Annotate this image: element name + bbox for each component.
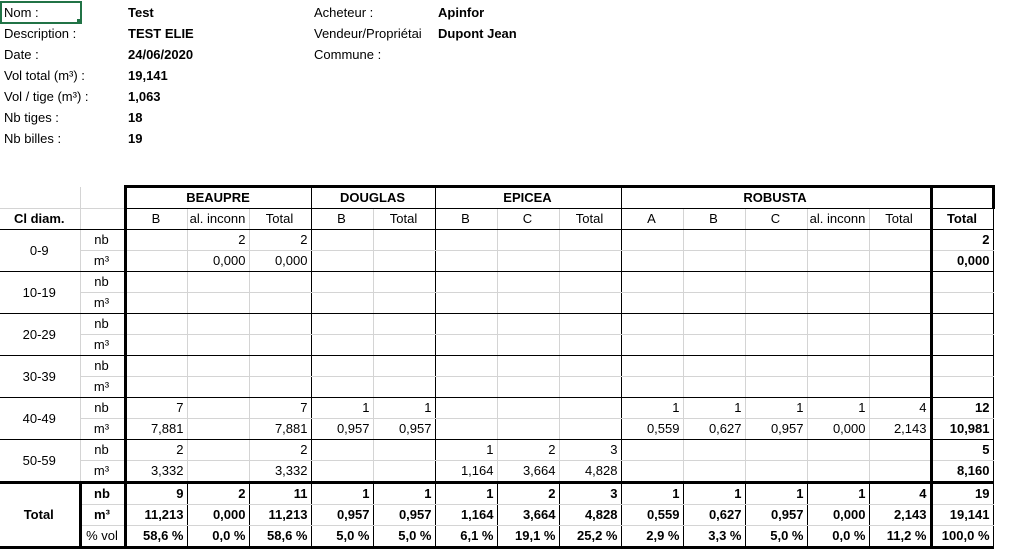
table-cell[interactable] [373, 230, 435, 251]
table-cell[interactable] [559, 377, 621, 398]
table-cell[interactable] [373, 440, 435, 461]
table-cell[interactable] [931, 377, 993, 398]
unit-label-nb[interactable]: nb [80, 356, 125, 377]
table-cell[interactable] [311, 356, 373, 377]
table-cell[interactable] [559, 251, 621, 272]
vol-total-label[interactable]: Vol total (m³) : [4, 68, 85, 83]
total-cell[interactable]: 58,6 % [125, 526, 187, 548]
table-cell[interactable] [559, 314, 621, 335]
table-cell[interactable] [621, 356, 683, 377]
table-cell[interactable] [125, 293, 187, 314]
unit-label-nb[interactable]: nb [80, 272, 125, 293]
subheader-5[interactable]: B [435, 209, 497, 230]
table-cell[interactable] [497, 335, 559, 356]
table-cell[interactable]: 1 [683, 398, 745, 419]
totals-row [0, 505, 993, 526]
table-cell[interactable]: 1,164 [435, 461, 497, 483]
subheader-8[interactable]: A [621, 209, 683, 230]
table-cell[interactable] [807, 440, 869, 461]
table-cell[interactable]: 1 [807, 398, 869, 419]
totals-row [0, 483, 993, 505]
table-cell[interactable] [125, 377, 187, 398]
acheteur-label[interactable]: Acheteur : [314, 5, 374, 20]
table-cell[interactable] [311, 377, 373, 398]
table-cell[interactable] [435, 314, 497, 335]
table-cell[interactable] [683, 251, 745, 272]
total-cell[interactable]: 11 [249, 483, 311, 505]
table-cell[interactable] [435, 293, 497, 314]
table-cell[interactable] [249, 293, 311, 314]
species-header-epicea[interactable]: EPICEA [435, 187, 621, 209]
unit-header-blank[interactable] [80, 209, 125, 230]
nb-tiges-label[interactable]: Nb tiges : [4, 110, 59, 125]
table-cell[interactable] [869, 356, 931, 377]
table-cell[interactable]: 1 [621, 398, 683, 419]
unit-label-nb[interactable]: nb [80, 230, 125, 251]
table-cell[interactable] [807, 293, 869, 314]
total-cell[interactable]: 3 [559, 483, 621, 505]
vol-tige-label[interactable]: Vol / tige (m³) : [4, 89, 89, 104]
table-cell[interactable] [435, 230, 497, 251]
table-cell[interactable] [745, 377, 807, 398]
table-cell[interactable] [621, 377, 683, 398]
species-header-douglas[interactable]: DOUGLAS [311, 187, 435, 209]
table-cell[interactable]: 2 [249, 440, 311, 461]
table-cell[interactable] [311, 293, 373, 314]
total-cell[interactable]: 0,0 % [187, 526, 249, 548]
total-cell[interactable]: 4 [869, 483, 931, 505]
table-cell[interactable] [187, 335, 249, 356]
table-cell[interactable] [373, 335, 435, 356]
total-cell[interactable]: 1 [373, 483, 435, 505]
table-cell[interactable]: 8,160 [931, 461, 993, 483]
total-cell[interactable]: 11,213 [249, 505, 311, 526]
total-cell[interactable]: 0,000 [187, 505, 249, 526]
table-cell[interactable]: 2 [187, 230, 249, 251]
total-cell[interactable]: 5,0 % [745, 526, 807, 548]
total-cell[interactable]: 25,2 % [559, 526, 621, 548]
subheader-1[interactable]: al. inconn [187, 209, 249, 230]
total-cell[interactable]: 9 [125, 483, 187, 505]
table-cell[interactable]: 1 [311, 398, 373, 419]
table-cell[interactable] [869, 230, 931, 251]
vendeur-label[interactable]: Vendeur/Propriétai [314, 26, 422, 41]
table-cell[interactable]: 7,881 [125, 419, 187, 440]
table-cell[interactable]: 0,627 [683, 419, 745, 440]
table-cell[interactable] [373, 377, 435, 398]
blank-cell[interactable] [0, 187, 80, 209]
table-cell[interactable] [435, 377, 497, 398]
table-cell[interactable] [435, 398, 497, 419]
subheader-0[interactable]: B [125, 209, 187, 230]
table-cell[interactable] [187, 398, 249, 419]
table-cell[interactable] [559, 230, 621, 251]
description-value[interactable]: TEST ELIE [128, 26, 194, 41]
table-cell[interactable] [311, 272, 373, 293]
table-row [0, 356, 993, 377]
table-cell[interactable] [125, 335, 187, 356]
table-cell[interactable] [745, 461, 807, 483]
table-cell[interactable] [125, 356, 187, 377]
unit-label-nb[interactable]: nb [80, 440, 125, 461]
table-cell[interactable] [683, 272, 745, 293]
table-cell[interactable]: 0,957 [311, 419, 373, 440]
table-cell[interactable] [311, 335, 373, 356]
cl-diam-header[interactable]: Cl diam. [0, 209, 80, 230]
table-cell[interactable] [807, 356, 869, 377]
total-cell[interactable]: 1 [745, 483, 807, 505]
table-cell[interactable] [869, 461, 931, 483]
table-cell[interactable] [807, 272, 869, 293]
table-row [0, 251, 993, 272]
table-row [0, 440, 993, 461]
total-cell[interactable]: 11,213 [125, 505, 187, 526]
total-cell[interactable]: 1 [311, 483, 373, 505]
diam-class-label[interactable]: 50-59 [0, 440, 80, 483]
table-cell[interactable] [869, 335, 931, 356]
total-cell[interactable]: 19,1 % [497, 526, 559, 548]
nb-billes-label[interactable]: Nb billes : [4, 131, 62, 146]
table-cell[interactable]: 2 [497, 440, 559, 461]
table-cell[interactable] [373, 314, 435, 335]
table-cell[interactable] [187, 419, 249, 440]
table-cell[interactable]: 7 [125, 398, 187, 419]
table-cell[interactable]: 0,957 [745, 419, 807, 440]
table-cell[interactable] [745, 272, 807, 293]
table-cell[interactable]: 1 [373, 398, 435, 419]
table-cell[interactable] [745, 251, 807, 272]
table-row [0, 335, 993, 356]
unit-label-m3[interactable]: m³ [80, 377, 125, 398]
table-cell[interactable]: 1 [745, 398, 807, 419]
total-cell[interactable]: 2,9 % [621, 526, 683, 548]
table-cell[interactable] [497, 356, 559, 377]
table-cell[interactable] [683, 440, 745, 461]
acheteur-value[interactable]: Apinfor [438, 5, 485, 20]
table-cell[interactable]: 12 [931, 398, 993, 419]
table-cell[interactable] [435, 356, 497, 377]
table-cell[interactable]: 0,559 [621, 419, 683, 440]
table-cell[interactable] [497, 398, 559, 419]
table-cell[interactable] [621, 314, 683, 335]
table-cell[interactable] [187, 461, 249, 483]
table-cell[interactable] [311, 314, 373, 335]
table-cell[interactable] [559, 356, 621, 377]
table-cell[interactable]: 4 [869, 398, 931, 419]
table-cell[interactable] [497, 230, 559, 251]
table-cell[interactable] [807, 377, 869, 398]
table-cell[interactable] [745, 356, 807, 377]
table-cell[interactable] [621, 272, 683, 293]
table-cell[interactable] [621, 461, 683, 483]
subheader-13[interactable]: Total [931, 209, 993, 230]
total-cell[interactable]: 1 [621, 483, 683, 505]
unit-label-m3[interactable]: m³ [80, 335, 125, 356]
subheader-12[interactable]: Total [869, 209, 931, 230]
table-cell[interactable]: 4,828 [559, 461, 621, 483]
total-cell[interactable]: 1,164 [435, 505, 497, 526]
table-cell[interactable]: 10,981 [931, 419, 993, 440]
table-cell[interactable]: 2,143 [869, 419, 931, 440]
table-cell[interactable] [559, 293, 621, 314]
table-cell[interactable]: 7 [249, 398, 311, 419]
table-cell[interactable] [559, 398, 621, 419]
table-cell[interactable]: 7,881 [249, 419, 311, 440]
subheader-row [0, 209, 993, 230]
table-cell[interactable] [869, 251, 931, 272]
table-cell[interactable] [373, 272, 435, 293]
subheader-7[interactable]: Total [559, 209, 621, 230]
table-cell[interactable] [807, 251, 869, 272]
totals-unit-pvol[interactable]: % vol [80, 526, 125, 548]
table-cell[interactable] [683, 314, 745, 335]
totals-unit-nb[interactable]: nb [80, 483, 125, 505]
table-cell[interactable]: 2 [125, 440, 187, 461]
subheader-3[interactable]: B [311, 209, 373, 230]
total-cell[interactable]: 11,2 % [869, 526, 931, 548]
table-cell[interactable] [869, 314, 931, 335]
table-cell[interactable] [311, 461, 373, 483]
table-cell[interactable] [931, 335, 993, 356]
table-cell[interactable] [435, 335, 497, 356]
total-cell[interactable]: 0,957 [373, 505, 435, 526]
unit-label-nb[interactable]: nb [80, 398, 125, 419]
table-cell[interactable] [931, 272, 993, 293]
volume-table [0, 185, 995, 549]
table-cell[interactable] [187, 314, 249, 335]
table-cell[interactable] [125, 230, 187, 251]
table-cell[interactable] [931, 293, 993, 314]
table-cell[interactable] [683, 356, 745, 377]
blank-cell[interactable] [80, 187, 125, 209]
table-cell[interactable] [249, 314, 311, 335]
diam-class-label[interactable]: 40-49 [0, 398, 80, 440]
total-cell[interactable]: 0,559 [621, 505, 683, 526]
table-cell[interactable] [497, 251, 559, 272]
table-cell[interactable] [683, 377, 745, 398]
total-cell[interactable]: 0,957 [311, 505, 373, 526]
table-cell[interactable] [683, 461, 745, 483]
table-cell[interactable] [187, 272, 249, 293]
total-cell[interactable]: 2,143 [869, 505, 931, 526]
table-cell[interactable] [311, 230, 373, 251]
table-cell[interactable]: 0,000 [249, 251, 311, 272]
table-row [0, 293, 993, 314]
total-cell[interactable]: 58,6 % [249, 526, 311, 548]
table-cell[interactable] [311, 251, 373, 272]
total-cell[interactable]: 0,957 [745, 505, 807, 526]
vol-total-value[interactable]: 19,141 [128, 68, 168, 83]
table-cell[interactable]: 0,957 [373, 419, 435, 440]
table-cell[interactable]: 3,664 [497, 461, 559, 483]
table-cell[interactable] [559, 419, 621, 440]
table-cell[interactable] [125, 314, 187, 335]
table-cell[interactable] [373, 461, 435, 483]
total-cell[interactable]: 19 [931, 483, 993, 505]
table-cell[interactable] [311, 440, 373, 461]
table-cell[interactable] [621, 335, 683, 356]
vendeur-value[interactable]: Dupont Jean [438, 26, 517, 41]
table-cell[interactable] [807, 335, 869, 356]
species-header-row [0, 187, 993, 209]
subheader-2[interactable]: Total [249, 209, 311, 230]
table-cell[interactable]: 0,000 [931, 251, 993, 272]
nb-tiges-value[interactable]: 18 [128, 110, 143, 125]
table-cell[interactable] [249, 335, 311, 356]
table-cell[interactable] [125, 251, 187, 272]
unit-label-m3[interactable]: m³ [80, 251, 125, 272]
diam-class-label[interactable]: 30-39 [0, 356, 80, 398]
totals-row [0, 526, 993, 548]
table-cell[interactable] [621, 251, 683, 272]
table-cell[interactable] [745, 230, 807, 251]
table-cell[interactable] [807, 230, 869, 251]
table-cell[interactable] [869, 272, 931, 293]
table-row [0, 230, 993, 251]
table-cell[interactable] [621, 440, 683, 461]
subheader-10[interactable]: C [745, 209, 807, 230]
total-cell[interactable]: 2 [187, 483, 249, 505]
total-cell[interactable]: 5,0 % [373, 526, 435, 548]
table-cell[interactable] [745, 335, 807, 356]
table-cell[interactable] [373, 251, 435, 272]
total-cell[interactable]: 3,3 % [683, 526, 745, 548]
table-cell[interactable] [869, 440, 931, 461]
species-header-robusta[interactable]: ROBUSTA [621, 187, 931, 209]
total-cell[interactable]: 3,664 [497, 505, 559, 526]
table-cell[interactable]: 3 [559, 440, 621, 461]
table-cell[interactable] [187, 293, 249, 314]
table-cell[interactable] [435, 419, 497, 440]
total-cell[interactable]: 5,0 % [311, 526, 373, 548]
totals-unit-m3[interactable]: m³ [80, 505, 125, 526]
species-header-beaupre[interactable]: BEAUPRE [125, 187, 311, 209]
table-cell[interactable] [497, 314, 559, 335]
date-label[interactable]: Date : [4, 47, 39, 62]
total-cell[interactable]: 0,627 [683, 505, 745, 526]
table-cell[interactable] [745, 440, 807, 461]
table-cell[interactable] [683, 335, 745, 356]
table-cell[interactable] [621, 230, 683, 251]
diam-class-label[interactable]: 0-9 [0, 230, 80, 272]
total-cell[interactable]: 19,141 [931, 505, 993, 526]
table-cell[interactable] [373, 356, 435, 377]
table-cell[interactable] [497, 419, 559, 440]
table-row [0, 461, 993, 483]
table-cell[interactable] [869, 377, 931, 398]
table-cell[interactable]: 2 [249, 230, 311, 251]
vol-tige-value[interactable]: 1,063 [128, 89, 161, 104]
table-cell[interactable] [187, 440, 249, 461]
table-cell[interactable] [931, 314, 993, 335]
table-cell[interactable]: 5 [931, 440, 993, 461]
table-cell[interactable] [559, 272, 621, 293]
table-cell[interactable]: 0,000 [187, 251, 249, 272]
table-cell[interactable] [435, 272, 497, 293]
table-cell[interactable] [807, 461, 869, 483]
table-cell[interactable] [435, 251, 497, 272]
table-cell[interactable] [187, 356, 249, 377]
table-row [0, 377, 993, 398]
table-cell[interactable] [249, 377, 311, 398]
subheader-4[interactable]: Total [373, 209, 435, 230]
date-value[interactable]: 24/06/2020 [128, 47, 194, 62]
total-cell[interactable]: 2 [497, 483, 559, 505]
table-cell[interactable]: 3,332 [125, 461, 187, 483]
table-cell[interactable] [373, 293, 435, 314]
unit-label-m3[interactable]: m³ [80, 419, 125, 440]
grand-total-header-blank[interactable] [931, 187, 993, 209]
commune-label[interactable]: Commune : [314, 47, 382, 62]
table-cell[interactable] [869, 293, 931, 314]
subheader-6[interactable]: C [497, 209, 559, 230]
nom-value[interactable]: Test [128, 5, 154, 20]
table-cell[interactable] [559, 335, 621, 356]
subheader-11[interactable]: al. inconn [807, 209, 869, 230]
table-cell[interactable] [497, 293, 559, 314]
table-cell[interactable]: 1 [435, 440, 497, 461]
subheader-9[interactable]: B [683, 209, 745, 230]
table-cell[interactable] [807, 314, 869, 335]
table-cell[interactable] [125, 272, 187, 293]
table-cell[interactable] [931, 356, 993, 377]
table-cell[interactable] [745, 314, 807, 335]
table-row [0, 398, 993, 419]
total-cell[interactable]: 1 [435, 483, 497, 505]
table-row [0, 314, 993, 335]
total-cell[interactable]: 100,0 % [931, 526, 993, 548]
table-cell[interactable]: 0,000 [807, 419, 869, 440]
table-cell[interactable]: 2 [931, 230, 993, 251]
table-cell[interactable] [249, 272, 311, 293]
total-cell[interactable]: 4,828 [559, 505, 621, 526]
diam-class-label[interactable]: 10-19 [0, 272, 80, 314]
table-cell[interactable] [683, 293, 745, 314]
total-cell[interactable]: 1 [683, 483, 745, 505]
totals-label[interactable]: Total [0, 483, 80, 548]
table-row [0, 419, 993, 440]
total-cell[interactable]: 1 [807, 483, 869, 505]
table-cell[interactable] [683, 230, 745, 251]
table-cell[interactable] [187, 377, 249, 398]
diam-class-label[interactable]: 20-29 [0, 314, 80, 356]
table-cell[interactable]: 3,332 [249, 461, 311, 483]
table-cell[interactable] [249, 356, 311, 377]
total-cell[interactable]: 0,000 [807, 505, 869, 526]
table-cell[interactable] [497, 272, 559, 293]
total-cell[interactable]: 0,0 % [807, 526, 869, 548]
unit-label-m3[interactable]: m³ [80, 461, 125, 483]
nom-label-cell[interactable]: Nom : [1, 2, 81, 23]
nb-billes-value[interactable]: 19 [128, 131, 143, 146]
table-cell[interactable] [497, 377, 559, 398]
table-row [0, 272, 993, 293]
table-cell[interactable] [745, 293, 807, 314]
total-cell[interactable]: 6,1 % [435, 526, 497, 548]
unit-label-nb[interactable]: nb [80, 314, 125, 335]
unit-label-m3[interactable]: m³ [80, 293, 125, 314]
table-cell[interactable] [621, 293, 683, 314]
description-label[interactable]: Description : [4, 26, 77, 41]
